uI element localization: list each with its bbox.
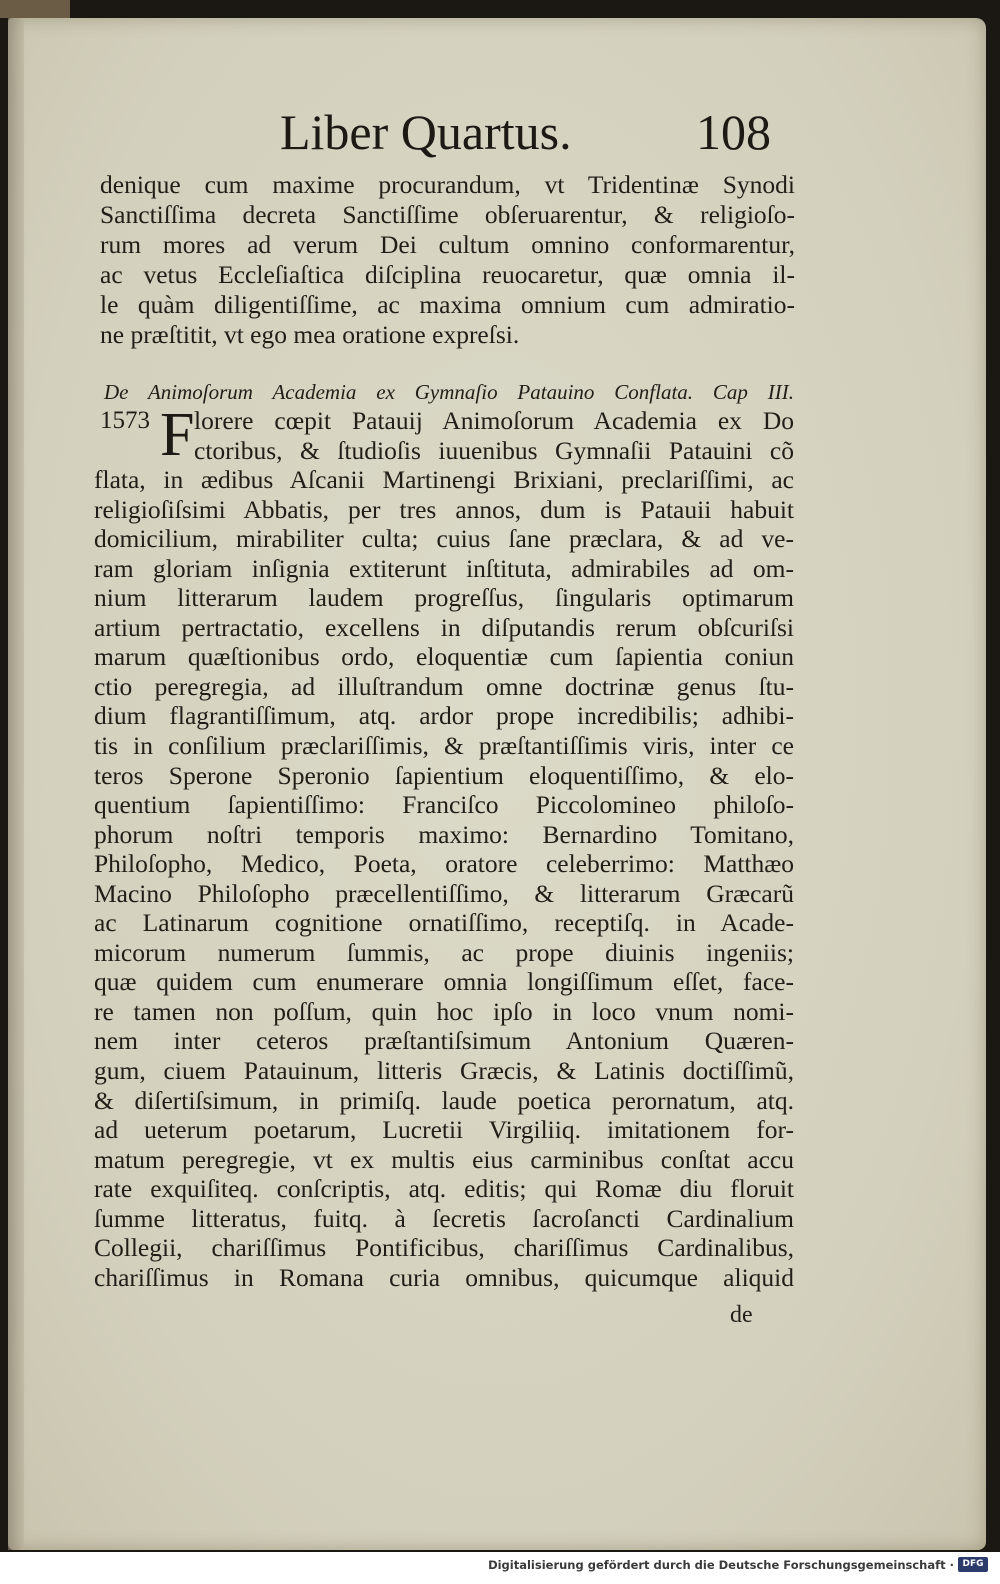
funding-credit: Digitalisierung gefördert durch die Deutsche Forschungsgemeinschaft · — [488, 1558, 954, 1572]
page-number: 108 — [696, 104, 771, 160]
text-line: dium flagrantiſſimum, atq. ardor prope incredibilis; adhibi- — [94, 701, 794, 731]
text-line: ad ueterum poetarum, Lucretii Virgiliiq. imitationem for- — [94, 1115, 794, 1145]
text-line: Sanctiſſima decreta Sanctiſſime obſeruarentur, & religioſo- — [100, 200, 795, 229]
text-line: flata, in ædibus Aſcanii Martinengi Brixiani, preclariſſimi, ac — [94, 465, 794, 495]
text-line: ac vetus Eccleſiaſtica diſciplina reuocaretur, quæ omnia il- — [100, 260, 795, 289]
text-line: denique cum maxime procurandum, vt Tridentinæ Synodi — [100, 170, 795, 199]
page-gutter-edge — [8, 18, 24, 1550]
text-line: le quàm diligentiſſime, ac maxima omnium cum admiratio- — [100, 290, 795, 319]
text-line: domicilium, mirabiliter culta; cuius ſane præclara, & ad ve- — [94, 524, 794, 554]
text-line: marum quæſtionibus ordo, eloquentiæ cum ſapientia coniun — [94, 642, 794, 672]
intro-paragraph — [100, 170, 795, 350]
margin-year: 1573 — [100, 407, 150, 434]
text-line: nium litterarum laudem progreſſus, ſingularis optimarum — [94, 583, 794, 613]
text-line: quentium ſapientiſſimo: Franciſco Piccolomineo philoſo- — [94, 790, 794, 820]
text-line: & diſertiſsimum, in primiſq. laude poetica perornatum, atq. — [94, 1085, 794, 1115]
text-line: ſumme litteratus, fuitq. à ſecretis ſacroſancti Cardinalium — [94, 1203, 794, 1233]
text-line: gum, ciuem Patauinum, litteris Græcis, & Latinis doctiſſimũ, — [94, 1056, 794, 1086]
text-line: phorum noſtri temporis maximo: Bernardino Tomitano, — [94, 819, 794, 849]
text-line: ctio peregregia, ad illuſtrandum omne doctrinæ genus ſtu- — [94, 671, 794, 701]
binding-corner — [0, 0, 70, 18]
drop-cap-indented-lines — [94, 401, 794, 469]
digitization-footer — [0, 1552, 1000, 1584]
text-line: religioſiſsimi Abbatis, per tres annos, dum is Patauii habuit — [94, 494, 794, 524]
drop-cap: F — [160, 401, 195, 469]
text-line: ac Latinarum cognitione ornatiſſimo, receptiſq. in Acade- — [94, 908, 794, 938]
chapter-heading: De Animoſorum Academia ex Gymnaſio Patauino Conflata. Cap III. — [104, 380, 794, 404]
text-line: quæ quidem cum enumerare omnia longiſſimum eſſet, face- — [94, 967, 794, 997]
text-line: re tamen non poſſum, quin hoc ipſo in loco vnum nomi- — [94, 996, 794, 1026]
text-line: tis in conſilium præclariſſimis, & præſtantiſſimis viris, inter ce — [94, 731, 794, 761]
text-line: micorum numerum ſummis, ac prope diuinis ingeniis; — [94, 937, 794, 967]
text-line: ram gloriam inſignia extiterunt inſtituta, admirabiles ad om- — [94, 553, 794, 583]
text-line: nem inter ceteros præſtantiſsimum Antonium Quæren- — [94, 1026, 794, 1056]
running-head-title: Liber Quartus. — [280, 104, 572, 160]
chapter-body — [94, 401, 794, 1292]
text-line: teros Sperone Speronio ſapientium eloquentiſſimo, & elo- — [94, 760, 794, 790]
text-line: rum mores ad verum Dei cultum omnino conformarentur, — [100, 230, 795, 259]
text-line: ne præſtitit, vt ego mea oratione expreſsi. — [100, 320, 520, 349]
text-line: Collegii, chariſſimus Pontificibus, chariſſimus Cardinalibus, — [94, 1233, 794, 1263]
text-line: artium pertractatio, excellens in diſputandis rerum obſcuriſsi — [94, 612, 794, 642]
text-line: ctoribus, & ſtudioſis iuuenibus Gymnaſii Patauini cõ — [194, 435, 794, 465]
dfg-logo-icon: DFG — [958, 1557, 988, 1572]
running-head — [0, 103, 1000, 167]
text-line: Macino Philoſopho præcellentiſſimo, & litterarum Græcarũ — [94, 878, 794, 908]
text-line: chariſſimus in Romana curia omnibus, quicumque aliquid — [94, 1262, 794, 1292]
catchword: de — [730, 1302, 753, 1328]
text-line: Philoſopho, Medico, Poeta, oratore celeberrimo: Matthæo — [94, 849, 794, 879]
text-line: matum peregregie, vt ex multis eius carminibus conſtat accu — [94, 1144, 794, 1174]
text-line: rate exquiſiteq. conſcriptis, atq. editis; qui Romæ diu floruit — [94, 1174, 794, 1204]
text-line: lorere cœpit Patauij Animoſorum Academia ex Do — [194, 406, 794, 435]
